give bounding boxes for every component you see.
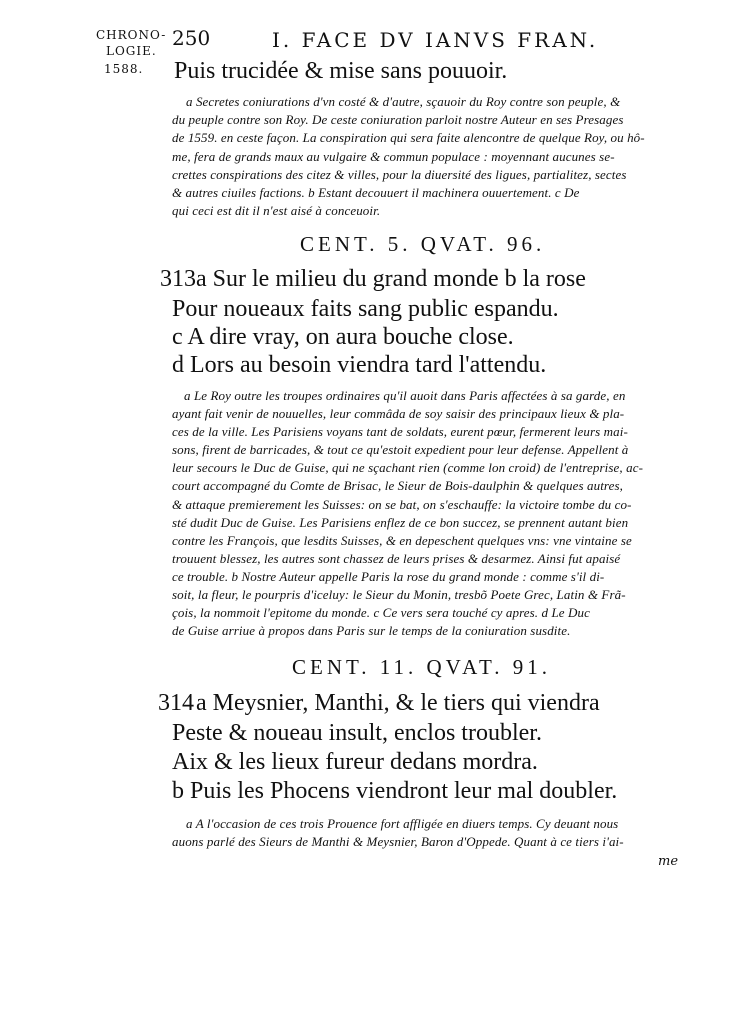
quatrain-number: 313 — [160, 266, 196, 292]
verse-line: d Lors au besoin viendra tard l'attendu. — [172, 352, 547, 378]
note-line: a A l'occasion de ces trois Prouence fort affligée en diuers temps. Cy deuant nous — [186, 816, 619, 831]
verse-line: Pour noueaux faits sang public espandu. — [172, 296, 559, 322]
note-line: & autres ciuiles factions. b Estant decouuert il machinera ouuertement. c De — [172, 185, 580, 200]
note-line: & attaque premierement les Suisses: on se bat, on s'eschauffe: la victoire tombe du co- — [172, 497, 632, 512]
note-line: sons, firent de barricades, & tout ce qu'estoit expedient pour leur defense. Appellent à — [172, 442, 629, 457]
chronology-sidenote-bottom: LOGIE. — [106, 44, 157, 58]
note-line: de Guise arriue à propos dans Paris sur le temps de la coniuration susdite. — [172, 623, 571, 638]
note-line: qui ceci est dit il n'est aisé à conceuoir. — [172, 203, 381, 218]
note-line: leur secours le Duc de Guise, qui ne sçachant rien (comme lon croid) de l'entreprise, ac- — [172, 460, 644, 475]
verse-line: b Puis les Phocens viendront leur mal doubler. — [172, 778, 618, 804]
note-line: a Secretes coniurations d'vn costé & d'autre, sçauoir du Roy contre son peuple, & — [186, 94, 621, 109]
note-line: ce trouble. b Nostre Auteur appelle Paris la rose du grand monde : comme s'il di- — [172, 569, 605, 584]
note-line: auons parlé des Sieurs de Manthi & Meysnier, Baron d'Oppede. Quant à ce tiers i'ai- — [172, 834, 624, 849]
verse-line: a Meysnier, Manthi, & le tiers qui viendra — [196, 690, 600, 716]
note-line: ayant fait venir de nouuelles, leur commâda de soy saisir des principaux lieux & pla- — [172, 406, 625, 421]
quatrain-number: 314 — [158, 690, 194, 716]
note-line: de 1559. en ceste façon. La conspiration qui sera faite alencontre de quelque Roy, ou hô- — [172, 130, 645, 145]
note-line: çois, la nommoit l'epitome du monde. c Ce vers sera touché cy apres. d Le Duc — [172, 605, 590, 620]
intro-verse: Puis trucidée & mise sans pouuoir. — [174, 58, 508, 84]
note-line: ces de la ville. Les Parisiens voyans tant de soldats, eurent pœur, fermerent leurs mai- — [172, 424, 628, 439]
note-line: trouuent blessez, les autres sont chassez de leurs prises & desarmez. Ainsi fut apaisé — [172, 551, 621, 566]
note-line: soit, la fleur, le pourpris d'iceluy: le Sieur du Monin, tresbõ Poete Grec, Latin & Frã- — [172, 587, 626, 602]
verse-line: c A dire vray, on aura bouche close. — [172, 324, 514, 350]
note-line: court accompagné du Comte de Brisac, le Sieur de Bois-daulphin & quelques autres, — [172, 478, 623, 493]
note-line: me, fera de grands maux au vulgaire & commun populace : moyennant aucunes se- — [172, 149, 615, 164]
note-line: crettes conspirations des citez & villes, pour la diuersité des ligues, partialitez, sectes — [172, 167, 627, 182]
note-line: du peuple contre son Roy. De ceste coniuration parloit nostre Auteur en ses Presages — [172, 112, 624, 127]
verse-line: Aix & les lieux fureur dedans mordra. — [172, 749, 538, 775]
verse-line: Peste & noueau insult, enclos troubler. — [172, 720, 542, 746]
page-number: 250 — [172, 26, 211, 50]
note-line: sté dudit Duc de Guise. Les Parisiens enflez de ce bon succez, se prennent autant bien — [172, 515, 629, 530]
note-line: a Le Roy outre les troupes ordinaires qu'il auoit dans Paris affectées à sa garde, en — [184, 388, 626, 403]
note-line: contre les François, que lesdits Suisses, & en depeschent quelques vns: vne vintaine se — [172, 533, 632, 548]
catchword: me — [658, 854, 679, 869]
chronology-sidenote-top: CHRONO- — [96, 28, 167, 42]
quatrain-heading: CENT. 11. QVAT. 91. — [292, 655, 551, 679]
verse-line: a Sur le milieu du grand monde b la rose — [196, 266, 586, 292]
running-head: I. FACE DV IANVS FRAN. — [272, 28, 599, 52]
quatrain-heading: CENT. 5. QVAT. 96. — [300, 232, 546, 256]
year-marginal: 1588. — [104, 62, 144, 76]
